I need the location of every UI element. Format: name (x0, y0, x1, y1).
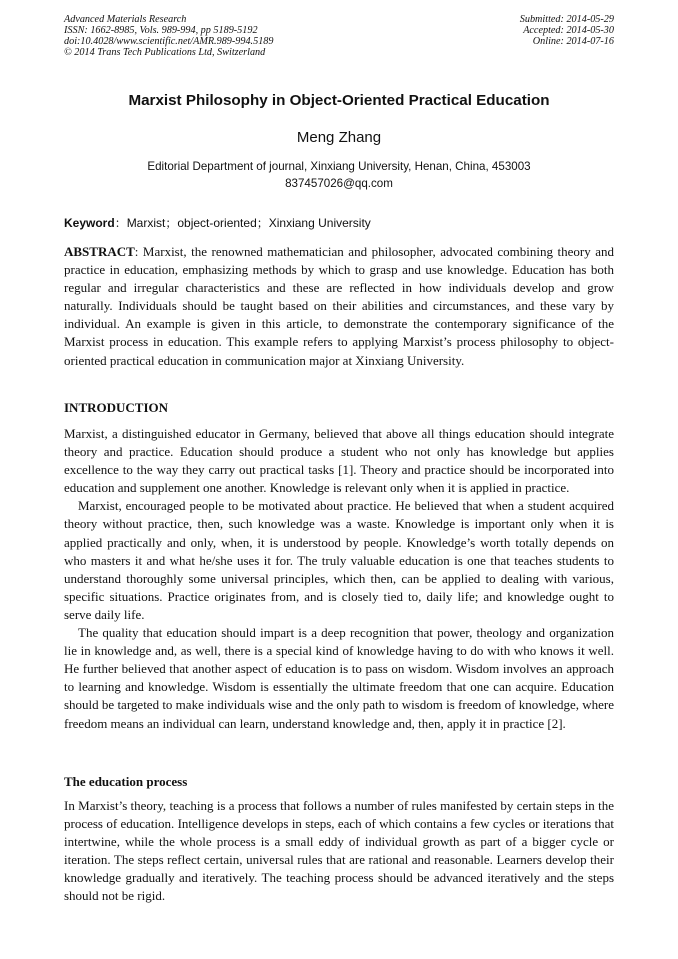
intro-paragraph: The quality that education should impart is a deep recognition that power, theology and organization lie in knowledge and, as well, there is a special kind of knowledge having to do with who knows it well. He further believed that another aspect of education is to pass on wisdom. Wisdom involves an approach to learning and knowledge. Wisdom is essentially the ultimate freedom that one can acquire. Education should be targeted to make individuals wise and the only path to wisdom is freedom of knowledge, where freedom means an individual can learn, understand knowledge and, then, apply it in practice [2]. (64, 625, 614, 731)
online-date: Online: 2014-07-16 (532, 36, 614, 47)
journal-info (64, 14, 273, 58)
keywords (64, 214, 614, 231)
keywords-text: ：Marxist；object-oriented；Xinxiang University (114, 216, 371, 230)
author-email: 837457026@qq.com (285, 177, 393, 190)
intro-paragraph: Marxist, a distinguished educator in Germany, believed that above all things education should integrate theory and practice. Education should produce a student who not only has knowledge but applies excellence to the way they carry out practical tasks [1]. Theory and practice should be incorporated into education and supplement one another. Knowledge is relevant only when it is applied in practice. (64, 426, 614, 496)
affiliation: Editorial Department of journal, Xinxiang University, Henan, China, 453003 (147, 160, 531, 173)
education-process-section (64, 797, 614, 906)
doi-line: doi:10.4028/www.scientific.net/AMR.989-994.5189 (64, 36, 274, 47)
education-paragraph: In Marxist’s theory, teaching is a process that follows a number of rules manifested by certain steps in the process of education. Intelligence develops in steps, each of which contains a few cycles or iterations that intertwine, while the whole process is a small eddy of individual growth as part of a bigger cycle or iteration. The steps reflect certain, universal rules that are rational and reasonable. Learners develop their knowledge gradually and iteratively. The teaching process should be advanced iteratively and the steps should not be rigid. (64, 798, 614, 904)
journal-name: Advanced Materials Research (64, 14, 187, 25)
issn-line: ISSN: 1662-8985, Vols. 989-994, pp 5189-5192 (64, 25, 258, 36)
abstract (64, 243, 614, 370)
introduction-heading: INTRODUCTION (64, 400, 169, 415)
author-affiliation-block (0, 158, 678, 192)
accepted-date: Accepted: 2014-05-30 (523, 25, 614, 36)
copyright-line: © 2014 Trans Tech Publications Ltd, Switzerland (64, 47, 266, 58)
abstract-label: ABSTRACT (64, 244, 135, 259)
introduction-section (64, 425, 614, 733)
abstract-text: : Marxist, the renowned mathematician and philosopher, advocated combining theory and practice in education, emphasizing methods by which to grasp and use knowledge. Education has both regular and irregular characteristics and these are reflected in how individuals develop and grow naturally. Individuals should be taught based on their abilities and circumstances, and these vary by individual. An example is given in this article, to demonstrate the contemporary significance of the Marxist process in education. This example refers to applying Marxist’s process philosophy to object-oriented practical education in communication major at Xinxiang University. (64, 244, 614, 368)
submitted-date: Submitted: 2014-05-29 (519, 14, 614, 25)
keywords-label: Keyword (64, 216, 115, 230)
paper-title: Marxist Philosophy in Object-Oriented Practical Education (128, 92, 550, 109)
education-process-heading: The education process (64, 774, 188, 789)
submission-dates (520, 14, 614, 47)
intro-paragraph: Marxist, encouraged people to be motivated about practice. He believed that when a student acquired theory without practice, then, such knowledge was a waste. Knowledge is important only when it is applied practically and only, when, it is understood by people. Knowledge’s worth totally depends on who masters it and what he/she uses it for. The truly valuable education is one that teaches students to understand thoroughly some universal principles, which then, can be applied to dealing with various, specific situations. Practice originates from, and is closely tied to, daily life; and knowledge ought to serve daily life. (64, 498, 614, 622)
author-name: Meng Zhang (296, 129, 382, 146)
